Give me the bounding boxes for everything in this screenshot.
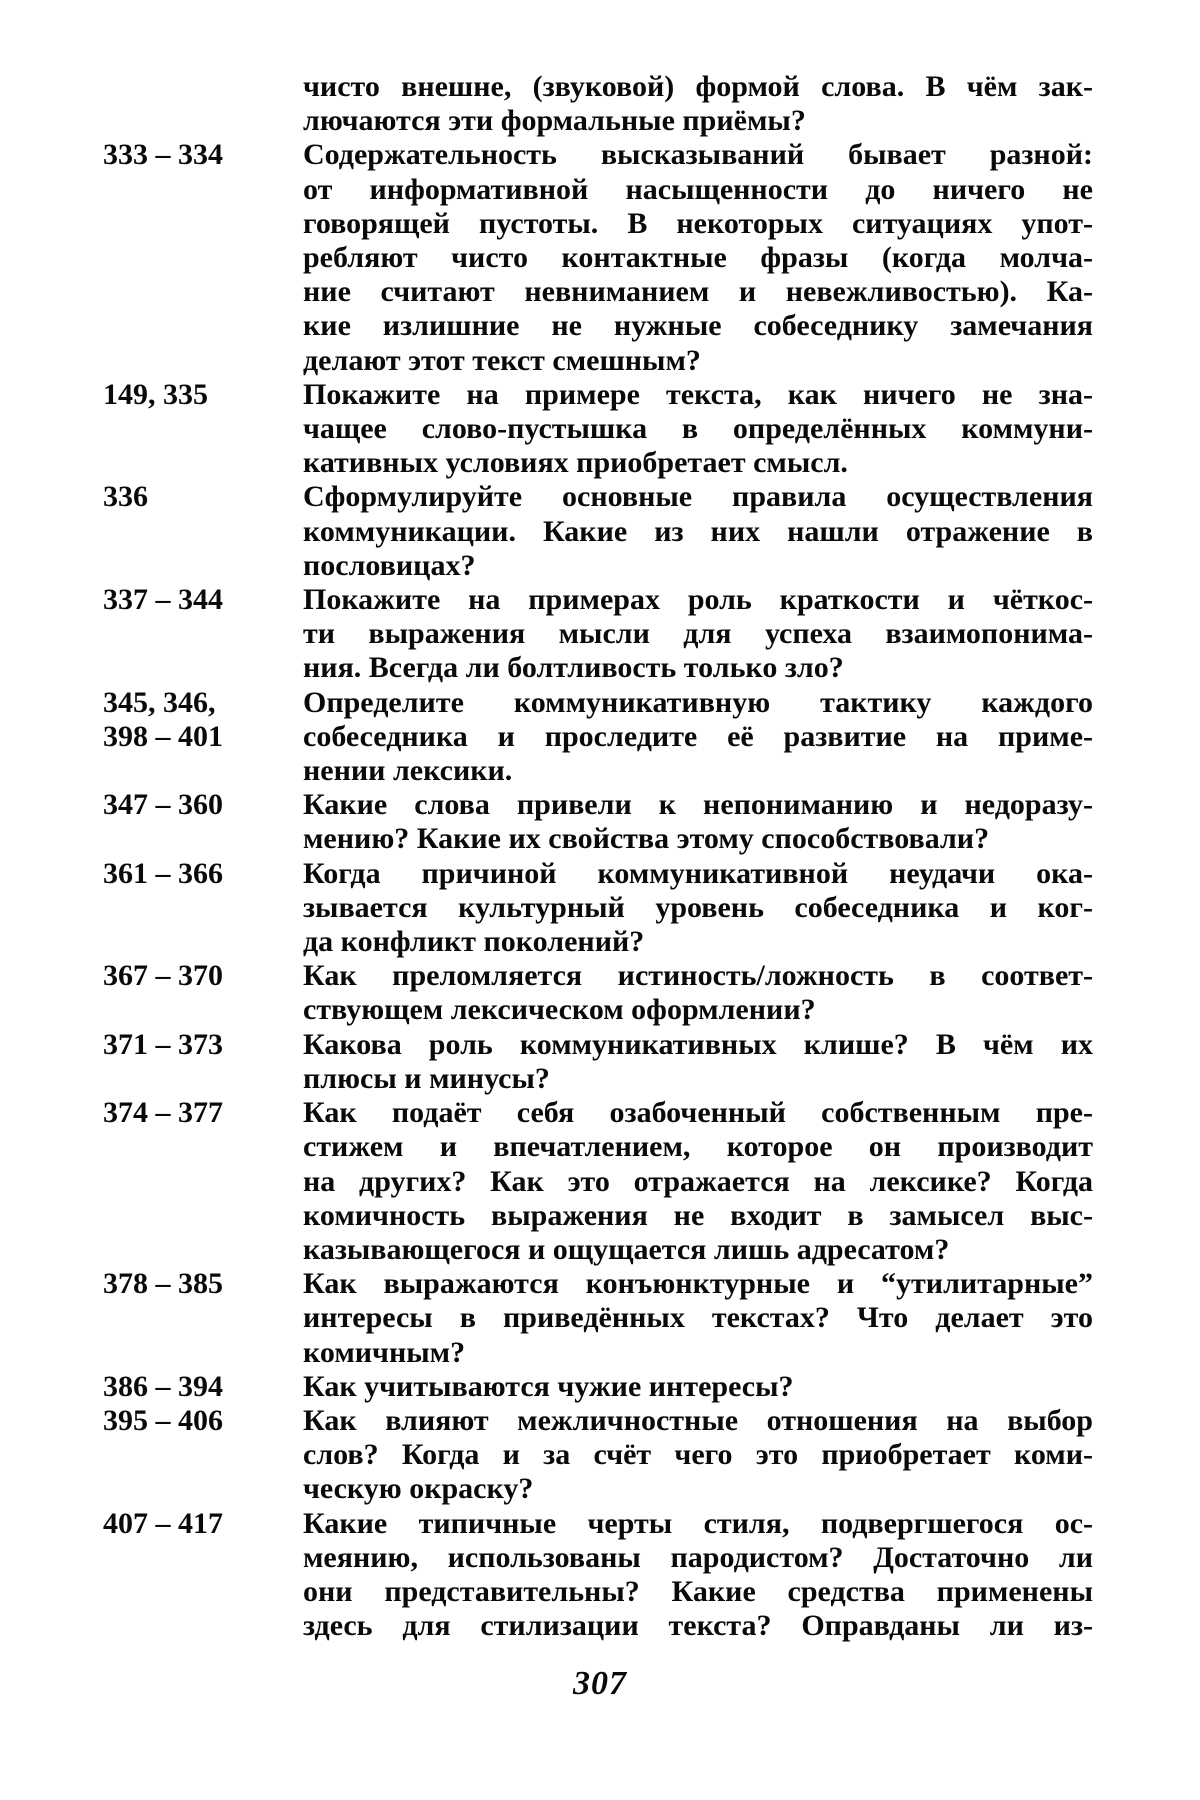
text-line: собеседника и проследите её развитие на приме- <box>303 719 1093 753</box>
text-line: ние считают невниманием и невежливостью). Ка- <box>303 275 1093 309</box>
question-entry <box>103 378 1093 481</box>
text-line: да конфликт поколений? <box>303 925 645 959</box>
text-line: чащее слово-пустышка в определённых коммуни- <box>303 412 1093 446</box>
text-line: меянию, использованы пародистом? Достаточно ли <box>303 1540 1093 1574</box>
text-line: Как преломляется истиность/ложность в соответ- <box>303 959 1093 993</box>
question-entry <box>103 959 1093 1027</box>
question-text <box>303 583 1093 686</box>
text-line: коммуникации. Какие из них нашли отражение в <box>303 514 1093 548</box>
text-line: интересы в приведённых текстах? Что делает это <box>303 1301 1093 1335</box>
text-line: мению? Какие их свойства этому способствовали? <box>303 822 990 856</box>
question-text <box>303 1404 1093 1507</box>
question-entry <box>103 1096 1093 1267</box>
text-reference-numbers: 407 – 417 <box>103 1506 223 1540</box>
question-entry <box>103 1028 1093 1096</box>
question-entry <box>103 1404 1093 1507</box>
text-line: Какие слова привели к непониманию и недоразу- <box>303 788 1093 822</box>
question-text <box>303 138 1093 377</box>
question-text <box>303 1267 1093 1370</box>
question-entry <box>103 686 1093 789</box>
text-line: плюсы и минусы? <box>303 1061 550 1095</box>
question-entry <box>103 138 1093 377</box>
question-entry <box>103 857 1093 960</box>
text-line: Какова роль коммуникативных клише? В чём их <box>303 1027 1093 1061</box>
question-entry <box>103 1267 1093 1370</box>
text-line: Как учитываются чужие интересы? <box>303 1369 794 1403</box>
text-reference-numbers: 149, 335 <box>103 377 208 411</box>
question-text <box>303 686 1093 789</box>
text-line: стижем и впечатлением, которое он производит <box>303 1130 1093 1164</box>
question-text <box>303 959 1093 1027</box>
text-line: ствующем лексическом оформлении? <box>303 993 816 1027</box>
text-reference-numbers: 345, 346, 398 – 401 <box>103 685 223 753</box>
text-reference-numbers: 371 – 373 <box>103 1027 223 1061</box>
question-entry <box>103 70 1093 138</box>
text-reference-numbers: 395 – 406 <box>103 1403 223 1437</box>
question-text <box>303 1370 1093 1404</box>
text-line: ния. Всегда ли болтливость только зло? <box>303 651 844 685</box>
text-line: от информативной насыщенности до ничего не <box>303 172 1093 206</box>
text-reference-numbers: 333 – 334 <box>103 138 223 172</box>
text-line: комичность выражения не входит в замысел выс- <box>303 1198 1093 1232</box>
text-reference-numbers: 337 – 344 <box>103 583 223 617</box>
question-entry <box>103 583 1093 686</box>
text-line: Как выражаются конъюнктурные и “утилитарные” <box>303 1267 1093 1301</box>
text-line: Покажите на примере текста, как ничего не зна- <box>303 377 1093 411</box>
text-line: они представительны? Какие средства применены <box>303 1574 1093 1608</box>
question-text <box>303 378 1093 481</box>
question-entry <box>103 1370 1093 1404</box>
question-text <box>303 1507 1093 1644</box>
text-reference-numbers: 336 <box>103 480 148 514</box>
text-line: нении лексики. <box>303 754 513 788</box>
text-line: ческую окраску? <box>303 1472 534 1506</box>
text-line: здесь для стилизации текста? Оправданы ли из- <box>303 1609 1093 1643</box>
text-line: Какие типичные черты стиля, подвергшегося ос- <box>303 1506 1093 1540</box>
text-line: на других? Как это отражается на лексике? Когда <box>303 1164 1093 1198</box>
text-line: Когда причиной коммуникативной неудачи ока- <box>303 856 1093 890</box>
text-line: лючаются эти формальные приёмы? <box>303 104 806 138</box>
text-reference-numbers: 367 – 370 <box>103 959 223 993</box>
text-reference-numbers: 378 – 385 <box>103 1267 223 1301</box>
text-line: комичным? <box>303 1335 466 1369</box>
text-line: слов? Когда и за счёт чего это приобретает коми- <box>303 1438 1093 1472</box>
text-line: Покажите на примерах роль краткости и чёткос- <box>303 583 1093 617</box>
text-reference-numbers: 361 – 366 <box>103 856 223 890</box>
text-line: пословицах? <box>303 548 476 582</box>
text-line: Содержательность высказываний бывает разной: <box>303 138 1093 172</box>
text-line: Как влияют межличностные отношения на выбор <box>303 1403 1093 1437</box>
text-reference-numbers: 386 – 394 <box>103 1369 223 1403</box>
text-line: Определите коммуникативную тактику каждого <box>303 685 1093 719</box>
text-line: Сформулируйте основные правила осуществления <box>303 480 1093 514</box>
text-line: ти выражения мысли для успеха взаимопонима- <box>303 617 1093 651</box>
question-text <box>303 480 1093 583</box>
text-line: ребляют чисто контактные фразы (когда молча- <box>303 241 1093 275</box>
text-line: кативных условиях приобретает смысл. <box>303 446 848 480</box>
text-reference-numbers: 347 – 360 <box>103 788 223 822</box>
text-line: Как подаёт себя озабоченный собственным пре- <box>303 1096 1093 1130</box>
text-line: зывается культурный уровень собеседника и ког- <box>303 890 1093 924</box>
text-line: делают этот текст смешным? <box>303 343 701 377</box>
question-entry <box>103 788 1093 856</box>
text-reference-numbers: 374 – 377 <box>103 1096 223 1130</box>
question-list <box>103 70 1093 1643</box>
question-text <box>303 857 1093 960</box>
question-entry <box>103 1507 1093 1644</box>
question-text <box>303 1096 1093 1267</box>
text-line: казывающегося и ощущается лишь адресатом? <box>303 1232 950 1266</box>
question-text <box>303 1028 1093 1096</box>
question-entry <box>103 480 1093 583</box>
text-line: чисто внешне, (звуковой) формой слова. В чём зак- <box>303 70 1093 103</box>
page-number: 307 <box>573 1665 627 1702</box>
question-text <box>303 788 1093 856</box>
question-text <box>303 70 1093 138</box>
text-line: говорящей пустоты. В некоторых ситуациях упот- <box>303 206 1093 240</box>
text-line: кие излишние не нужные собеседнику замечания <box>303 309 1093 343</box>
